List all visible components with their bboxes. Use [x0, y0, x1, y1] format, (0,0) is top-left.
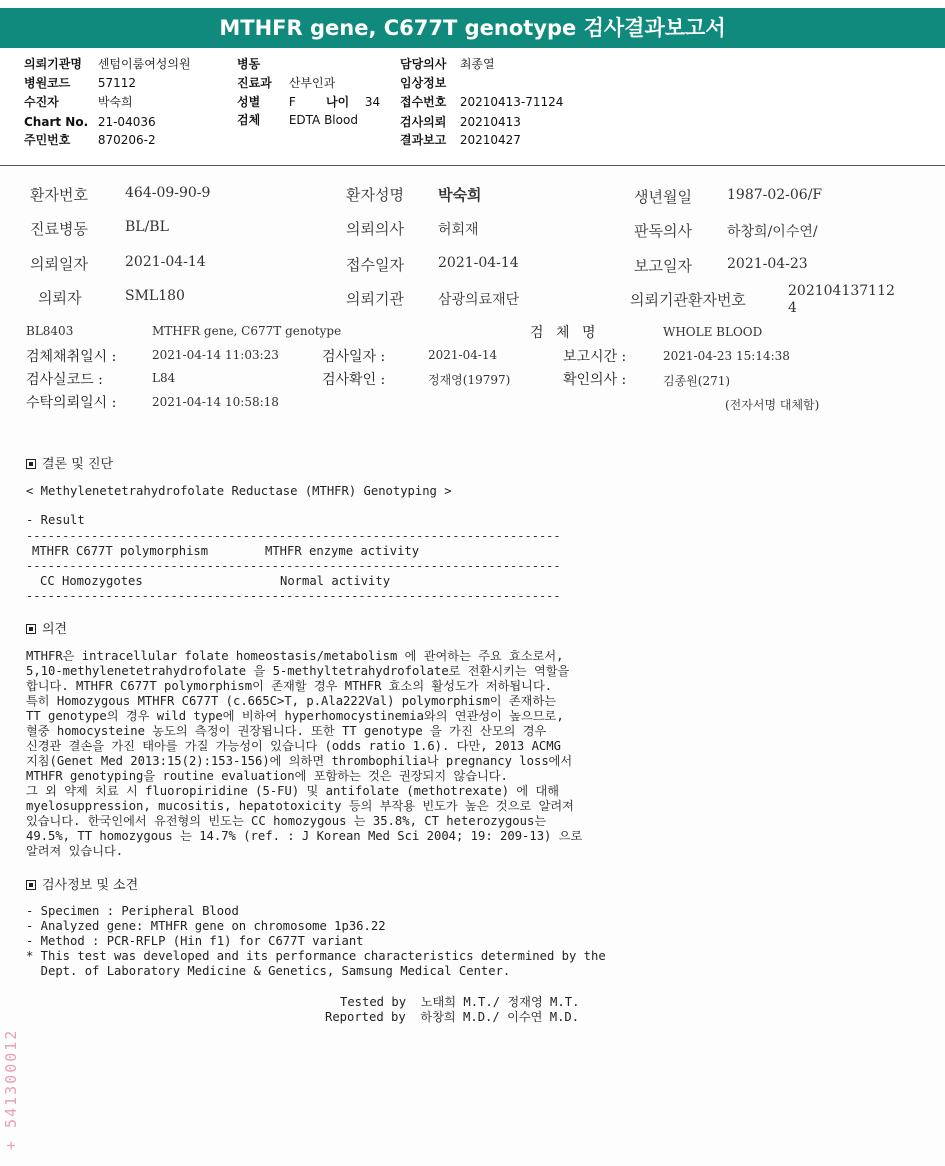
header-label: 결과보고: [400, 133, 447, 147]
header-label: 성별: [237, 95, 261, 109]
divider: --------------------------------------------------------------------------: [26, 529, 561, 543]
header-label: 병동: [237, 57, 261, 71]
esign-note: (전자서명 대체함): [725, 398, 820, 412]
patient-label: 진료병동: [30, 220, 88, 238]
header-ward: [237, 56, 289, 72]
header-label: 임상정보: [400, 76, 447, 90]
patient-value: 2021-04-23: [727, 256, 808, 272]
confirm-label: 검사확인 :: [322, 372, 386, 388]
result-col2-value: Normal activity: [280, 574, 391, 588]
opinion-line: MTHFR은 intracellular folate homeostasis/metabolism 에 관여하는 주요 효소로서,: [26, 649, 564, 663]
header-doctor: [400, 56, 495, 72]
tested-by: Tested by 노태희 M.T./ 정재영 M.T.: [340, 995, 580, 1009]
header-resident-no: [24, 132, 156, 148]
patient-value-continued: 4: [788, 300, 797, 316]
square-bullet-icon: [26, 880, 36, 890]
opinion-line: 합니다. MTHFR C677T polymorphism이 존재할 경우 MTHFR 효소의 활성도가 저하됩니다.: [26, 679, 553, 693]
patient-value: 허회재: [438, 222, 479, 238]
room-value: L84: [152, 371, 176, 385]
confirm-value: 정재영(19797): [428, 373, 511, 387]
header-label: 진료과: [237, 76, 272, 90]
patient-label: 생년월일: [634, 188, 692, 206]
patient-label: 의뢰일자: [30, 255, 88, 273]
conclusion-subtitle: < Methylenetetrahydrofolate Reductase (MTHFR) Genotyping >: [26, 484, 452, 498]
scanned-report: [0, 166, 945, 1166]
header-value: 센텀이룸여성의원: [97, 57, 191, 71]
header-value: 박숙희: [97, 95, 133, 109]
header-specimen: [237, 112, 358, 128]
header-label: 검사의뢰: [400, 115, 447, 129]
patient-label: 판독의사: [634, 222, 692, 240]
opinion-line: TT genotype의 경우 wild type에 비하여 hyperhomocystinemia와의 연관성이 높으므로,: [26, 709, 564, 723]
opinion-heading: [26, 618, 67, 637]
header-value: 20210427: [459, 133, 521, 147]
conclusion-heading: [26, 453, 113, 472]
patient-label: 의뢰기관: [346, 290, 404, 308]
header-clinical-info: [400, 75, 460, 91]
patient-value: 삼광의료재단: [438, 292, 520, 308]
patient-label: 환자성명: [346, 186, 404, 204]
test-code: BL8403: [26, 324, 74, 338]
patient-label: 보고일자: [634, 257, 692, 275]
opinion-line: 신경관 결손을 가진 태아를 가질 가능성이 있습니다 (odds ratio 1.6). 다만, 2013 ACMG: [26, 739, 561, 753]
header-institution: [24, 56, 191, 72]
header-report-date: [400, 132, 521, 148]
collect-value: 2021-04-14 11:03:23: [152, 348, 279, 362]
header-value: 산부인과: [288, 76, 336, 90]
testinfo-line: - Specimen : Peripheral Blood: [26, 904, 239, 918]
opinion-line: MTHFR genotyping을 routine evaluation에 포함하는 것은 권장되지 않습니다.: [26, 769, 508, 783]
opinion-line: 있습니다. 한국인에서 유전형의 빈도는 CC homozygous 는 35.8%, CT heterozygous는: [26, 814, 547, 828]
header-sex: [237, 94, 296, 110]
header-label: 접수번호: [400, 95, 447, 109]
confirmdoc-value: 김종원(271): [663, 374, 731, 388]
header-examinee: [24, 94, 133, 110]
confirmdoc-label: 확인의사 :: [563, 372, 627, 388]
header-value: EDTA Blood: [288, 113, 358, 127]
header-chart-no: [24, 114, 156, 130]
header-value: 21-04036: [97, 115, 156, 129]
header-label: 검체: [237, 113, 261, 127]
reported-by: Reported by 하창희 M.D./ 이수연 M.D.: [325, 1010, 580, 1024]
patient-value: 하창희/이수연/: [727, 224, 818, 240]
testinfo-title: 검사정보 및 소견: [42, 878, 139, 893]
header-label: 나이: [326, 95, 350, 109]
test-name: MTHFR gene, C677T genotype: [152, 324, 342, 338]
header-value: 57112: [97, 76, 137, 90]
header-receipt-no: [400, 94, 563, 110]
reporttime-value: 2021-04-23 15:14:38: [663, 349, 790, 363]
patient-value: 464-09-90-9: [125, 185, 211, 201]
patient-label: 환자번호: [30, 186, 88, 204]
consign-label: 수탁의뢰일시 :: [26, 395, 117, 411]
testinfo-line: Dept. of Laboratory Medicine & Genetics, Samsung Medical Center.: [26, 964, 511, 978]
patient-label: 접수일자: [346, 256, 404, 274]
patient-value: SML180: [125, 288, 185, 304]
testdate-value: 2021-04-14: [428, 348, 498, 362]
report-title: MTHFR gene, C677T genotype 검사결과보고서: [0, 8, 945, 48]
opinion-line: myelosuppression, mucositis, hepatotoxicity 등의 부작용 빈도가 높은 것으로 알려져: [26, 799, 574, 813]
patient-value: 2021-04-14: [438, 255, 519, 271]
testinfo-line: - Analyzed gene: MTHFR gene on chromosome 1p36.22: [26, 919, 386, 933]
header-label: 병원코드: [24, 76, 71, 90]
header-label: 의뢰기관명: [24, 57, 82, 71]
collect-label: 검체채취일시 :: [26, 349, 117, 365]
opinion-text: [26, 649, 582, 859]
reporttime-label: 보고시간 :: [563, 349, 627, 365]
header-request-date: [400, 114, 521, 130]
result-col2-header: MTHFR enzyme activity: [265, 544, 420, 558]
divider: --------------------------------------------------------------------------: [26, 589, 561, 603]
testinfo-heading: [26, 874, 138, 893]
testdate-label: 검사일자 :: [322, 349, 386, 365]
header-value: 870206-2: [97, 133, 156, 147]
patient-value: 2021-04-14: [125, 254, 206, 270]
side-stamp: + 541300012: [2, 1028, 20, 1150]
patient-label: 의뢰기관환자번호: [630, 291, 746, 309]
testinfo-text: [26, 904, 606, 979]
patient-value: 박숙희: [438, 186, 482, 204]
patient-value: BL/BL: [125, 219, 169, 235]
header-label: 담당의사: [400, 57, 447, 71]
result-col1-value: CC Homozygotes: [40, 574, 143, 588]
header-value: 20210413: [459, 115, 521, 129]
opinion-line: 혈중 homocysteine 농도의 측정이 권장됩니다. 또한 TT genotype 을 가진 산모의 경우: [26, 724, 547, 738]
patient-value: 202104137112: [788, 283, 895, 299]
opinion-line: 알려져 있습니다.: [26, 844, 124, 858]
header-age: [326, 94, 380, 110]
report-header: [0, 48, 945, 166]
header-value: 34: [364, 95, 381, 109]
header-department: [237, 75, 335, 91]
header-value: F: [288, 95, 296, 109]
specimen-value: WHOLE BLOOD: [663, 325, 763, 339]
testinfo-line: - Method : PCR-RFLP (Hin f1) for C677T variant: [26, 934, 364, 948]
room-label: 검사실코드 :: [26, 372, 103, 388]
header-value: 20210413-71124: [459, 95, 564, 109]
header-label: 주민번호: [24, 133, 71, 147]
square-bullet-icon: [26, 459, 36, 469]
opinion-line: 그 외 약제 치료 시 fluoropiridine (5-FU) 및 antifolate (methotrexate) 에 대해: [26, 784, 560, 798]
header-label: 수진자: [24, 95, 59, 109]
patient-value: 1987-02-06/F: [727, 187, 823, 203]
result-col1-header: MTHFR C677T polymorphism: [32, 544, 209, 558]
opinion-title: 의견: [42, 622, 68, 637]
result-label: - Result: [26, 513, 85, 527]
opinion-line: 지침(Genet Med 2013:15(2):153-156)에 의하면 thrombophilia나 pregnancy loss에서: [26, 754, 573, 768]
opinion-line: 5,10-methylenetetrahydrofolate 을 5-methyltetrahydrofolate로 전환시키는 역할을: [26, 664, 570, 678]
header-hospital-code: [24, 75, 136, 91]
specimen-label: 검 체 명: [530, 325, 600, 341]
opinion-line: 특히 Homozygous MTHFR C677T (c.665C>T, p.Ala222Val) polymorphism이 존재하는: [26, 694, 556, 708]
conclusion-title: 결론 및 진단: [42, 457, 114, 472]
patient-label: 의뢰자: [38, 289, 82, 307]
header-value: 최종열: [459, 57, 495, 71]
consign-value: 2021-04-14 10:58:18: [152, 395, 279, 409]
patient-label: 의뢰의사: [346, 220, 404, 238]
opinion-line: 49.5%, TT homozygous 는 14.7% (ref. : J Korean Med Sci 2004; 19: 209-13) 으로: [26, 829, 583, 843]
divider: --------------------------------------------------------------------------: [26, 559, 561, 573]
square-bullet-icon: [26, 624, 36, 634]
header-label: Chart No.: [24, 115, 89, 129]
testinfo-line: * This test was developed and its performance characteristics determined by the: [26, 949, 606, 963]
